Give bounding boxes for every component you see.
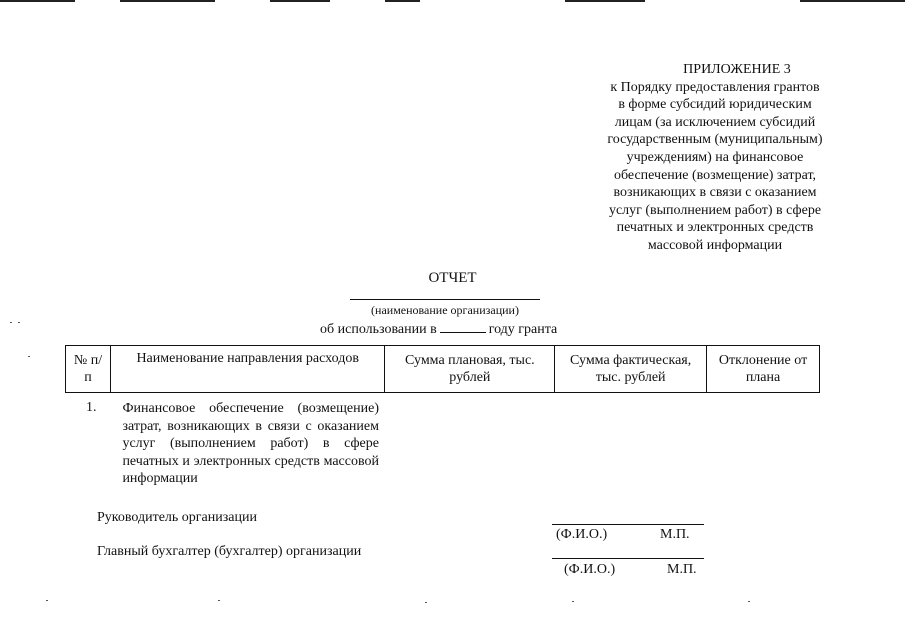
header-planned-sum: Сумма плановая, тыс. рублей (385, 346, 555, 393)
row-expense-name: Финансовое обеспечение (возмещение) затрат, возникающих в связи с оказанием услуг (выполнением работ) в сфере печатных и электронных средств массовой информации (122, 401, 379, 486)
scan-artifact (565, 0, 645, 2)
organization-caption: (наименование организации) (371, 303, 519, 317)
appendix-line: массовой информации (647, 237, 783, 253)
scan-artifact (120, 0, 215, 2)
row-number: 1. (85, 400, 97, 415)
appendix-line: возникающих в связи с оказанием (613, 185, 817, 201)
scan-artifact (0, 0, 75, 2)
accountant-signature-line (552, 558, 704, 559)
scan-artifact (800, 0, 905, 2)
scan-artifact (270, 0, 330, 2)
organization-name-line (350, 299, 540, 300)
appendix-line: к Порядку предоставления грантов (610, 79, 820, 95)
accountant-stamp-caption: М.П. (667, 562, 697, 577)
director-fio-caption: (Ф.И.О.) (556, 527, 608, 542)
year-blank (440, 319, 486, 333)
scan-speck (18, 322, 20, 323)
appendix-block (560, 61, 870, 255)
appendix-line: услуг (выполнением работ) в сфере (608, 202, 822, 218)
header-actual-sum: Сумма фактическая, тыс. рублей (555, 346, 707, 393)
row-planned-sum (385, 393, 555, 488)
accountant-fio-caption: (Ф.И.О.) (564, 562, 616, 577)
header-deviation: Отклонение от плана (707, 346, 820, 393)
scan-speck (10, 322, 12, 323)
appendix-line: лицам (за исключением субсидий (614, 114, 816, 130)
report-title: ОТЧЕТ (428, 270, 477, 286)
grant-usage-line (320, 319, 557, 338)
scan-speck (218, 600, 220, 601)
appendix-title: ПРИЛОЖЕНИЕ 3 (683, 62, 791, 77)
scan-speck (572, 601, 574, 602)
accountant-signature-label: Главный бухгалтер (бухгалтер) организации (97, 544, 362, 559)
appendix-line: обеспечение (возмещение) затрат, (613, 167, 817, 183)
header-expense-direction: Наименование направления расходов (110, 346, 385, 393)
table-header-row (66, 346, 820, 393)
scan-speck (28, 356, 30, 357)
usage-suffix: году гранта (488, 322, 558, 337)
row-actual-sum (555, 393, 707, 488)
expense-report-table (65, 345, 820, 488)
appendix-line: печатных и электронных средств (616, 220, 814, 236)
appendix-line: в форме субсидий юридическим (618, 97, 812, 113)
director-signature-line (552, 524, 704, 525)
row-deviation (707, 393, 820, 488)
table-row (66, 393, 820, 488)
scan-speck (748, 601, 750, 602)
scan-speck (425, 602, 427, 603)
director-stamp-caption: М.П. (660, 527, 690, 542)
header-number: № п/п (66, 346, 111, 393)
appendix-line: учреждениям) на финансовое (626, 149, 804, 165)
appendix-line: государственным (муниципальным) (607, 132, 823, 148)
scan-speck (46, 600, 48, 601)
scan-artifact (385, 0, 420, 2)
usage-prefix: об использовании в (320, 322, 437, 337)
director-signature-label: Руководитель организации (97, 510, 257, 525)
